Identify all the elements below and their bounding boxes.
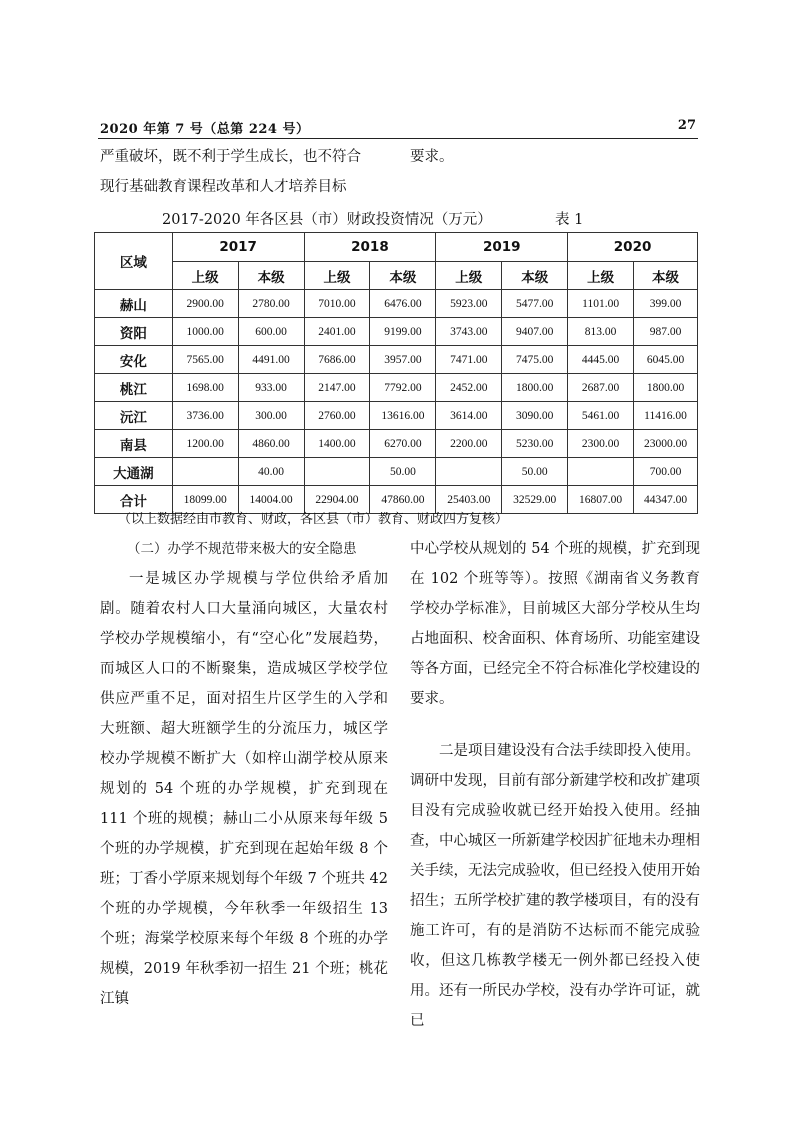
region-cell: 桃江 [95, 374, 173, 402]
value-cell: 9199.00 [370, 318, 436, 346]
paragraph: 二是项目建设没有合法手续即投入使用。调研中发现，目前有部分新建学校和改扩建项目没有完成验收就已经开始投入使用。经抽查，中心城区一所新建学校因扩征地未办理相关手续，无法完成验收，但已经投入使用开始招生；五所学校扩建的教学楼项目，有的没有施工许可，有的是消防不达标而不能完成验收，但这几栋教学楼无一例外都已经投入使用。还有一所民办学校，没有办学许可证，就已 [410, 743, 700, 1029]
value-cell: 600.00 [238, 318, 304, 346]
table-row [95, 402, 698, 430]
value-cell: 813.00 [568, 318, 634, 346]
value-cell: 1800.00 [502, 374, 568, 402]
value-cell: 6476.00 [370, 290, 436, 318]
value-cell: 1000.00 [172, 318, 238, 346]
section-heading: （二）办学不规范带来极大的安全隐患 [127, 541, 357, 557]
intro-line: 现行基础教育课程改革和人才培养目标 [100, 179, 347, 195]
region-cell: 合计 [95, 486, 173, 514]
value-cell: 47860.00 [370, 486, 436, 514]
paragraph: 一是城区办学规模与学位供给矛盾加剧。随着农村人口大量涌向城区，大量农村学校办学规模缩小，有“空心化”发展趋势，而城区人口的不断聚集，造成城区学校学位供应严重不足，面对招生片区学生的入学和大班额、超大班额学生的分流压力，城区学校办学规模不断扩大（如梓山湖学校从原来规划的 54 个班的办学规模，扩充到现在 111 个班的规模；赫山二小从原来每年级 5 个班的办学规模，扩充到现在起始年级 8 个班；丁香小学原来规划每个年级 7 个班共 42 个班的办学规模，今年秋季一年级招生 13 个班；海棠学校原来每个年级 8 个班的办学规模，2019 年秋季初一招生 21 个班；桃花江镇 [100, 571, 389, 1007]
value-cell: 4491.00 [238, 346, 304, 374]
value-cell: 2452.00 [436, 374, 502, 402]
header-rule [98, 138, 698, 139]
value-cell: 3957.00 [370, 346, 436, 374]
value-cell: 23000.00 [634, 430, 698, 458]
region-cell: 大通湖 [95, 458, 173, 486]
issue-label: 2020 年第 7 号（总第 224 号） [100, 122, 310, 137]
table-row [95, 430, 698, 458]
value-cell: 5230.00 [502, 430, 568, 458]
value-cell: 2687.00 [568, 374, 634, 402]
value-cell: 700.00 [634, 458, 698, 486]
value-cell: 933.00 [238, 374, 304, 402]
value-cell [172, 458, 238, 486]
table-row [95, 458, 698, 486]
body-right-column [410, 534, 700, 1036]
value-cell: 9407.00 [502, 318, 568, 346]
year-header: 2017 [172, 233, 304, 262]
value-cell: 399.00 [634, 290, 698, 318]
value-cell: 6270.00 [370, 430, 436, 458]
table-row [95, 346, 698, 374]
intro-line: 要求。 [410, 149, 454, 165]
value-cell: 7471.00 [436, 346, 502, 374]
finance-table [94, 232, 698, 514]
year-header: 2020 [568, 233, 698, 262]
value-cell: 7475.00 [502, 346, 568, 374]
sub-header-local: 本级 [370, 262, 436, 290]
value-cell: 5923.00 [436, 290, 502, 318]
value-cell: 7792.00 [370, 374, 436, 402]
value-cell: 1800.00 [634, 374, 698, 402]
value-cell: 3736.00 [172, 402, 238, 430]
paragraph: 中心学校从规划的 54 个班的规模，扩充到现在 102 个班等等）。按照《湖南省义务教育学校办学标准》，目前城区大部分学校从生均占地面积、校舍面积、体育场所、功能室建设等各方面，已经完全不符合标准化学校建设的要求。 [410, 541, 700, 707]
value-cell: 300.00 [238, 402, 304, 430]
value-cell: 1200.00 [172, 430, 238, 458]
sub-header-upper: 上级 [304, 262, 370, 290]
value-cell: 44347.00 [634, 486, 698, 514]
value-cell: 3743.00 [436, 318, 502, 346]
value-cell [304, 458, 370, 486]
value-cell: 40.00 [238, 458, 304, 486]
body-left-column [100, 534, 388, 1014]
page-header [98, 118, 698, 136]
sub-header-upper: 上级 [172, 262, 238, 290]
value-cell: 13616.00 [370, 402, 436, 430]
sub-header-local: 本级 [238, 262, 304, 290]
table-row [95, 374, 698, 402]
sub-header-upper: 上级 [568, 262, 634, 290]
table-note: （以上数据经由市教育、财政，各区县（市）教育、财政四方复核） [118, 512, 509, 527]
value-cell: 3614.00 [436, 402, 502, 430]
value-cell: 2760.00 [304, 402, 370, 430]
value-cell [436, 458, 502, 486]
region-cell: 安化 [95, 346, 173, 374]
intro-left-column [100, 142, 400, 202]
region-cell: 沅江 [95, 402, 173, 430]
value-cell: 50.00 [502, 458, 568, 486]
year-header: 2018 [304, 233, 436, 262]
table-title: 2017-2020 年各区县（市）财政投资情况（万元） [162, 212, 492, 228]
value-cell: 50.00 [370, 458, 436, 486]
intro-line: 严重破坏，既不利于学生成长，也不符合 [100, 149, 361, 165]
value-cell: 5461.00 [568, 402, 634, 430]
value-cell: 32529.00 [502, 486, 568, 514]
region-header: 区域 [95, 233, 173, 290]
value-cell: 16807.00 [568, 486, 634, 514]
value-cell: 4860.00 [238, 430, 304, 458]
value-cell: 3090.00 [502, 402, 568, 430]
sub-header-local: 本级 [634, 262, 698, 290]
table-row [95, 318, 698, 346]
value-cell: 25403.00 [436, 486, 502, 514]
region-cell: 资阳 [95, 318, 173, 346]
value-cell: 2200.00 [436, 430, 502, 458]
value-cell: 2900.00 [172, 290, 238, 318]
value-cell: 2300.00 [568, 430, 634, 458]
value-cell: 1698.00 [172, 374, 238, 402]
value-cell: 2401.00 [304, 318, 370, 346]
value-cell: 1101.00 [568, 290, 634, 318]
value-cell: 6045.00 [634, 346, 698, 374]
value-cell: 2780.00 [238, 290, 304, 318]
region-cell: 南县 [95, 430, 173, 458]
sub-header-upper: 上级 [436, 262, 502, 290]
page-number: 27 [677, 118, 696, 133]
value-cell: 11416.00 [634, 402, 698, 430]
table-caption [100, 208, 700, 230]
value-cell: 1400.00 [304, 430, 370, 458]
sub-header-local: 本级 [502, 262, 568, 290]
value-cell: 22904.00 [304, 486, 370, 514]
value-cell: 2147.00 [304, 374, 370, 402]
table-number: 表 1 [555, 212, 584, 228]
intro-right-column [410, 142, 700, 172]
table-row [95, 290, 698, 318]
value-cell: 7565.00 [172, 346, 238, 374]
value-cell [568, 458, 634, 486]
value-cell: 7686.00 [304, 346, 370, 374]
value-cell: 5477.00 [502, 290, 568, 318]
region-cell: 赫山 [95, 290, 173, 318]
value-cell: 14004.00 [238, 486, 304, 514]
value-cell: 7010.00 [304, 290, 370, 318]
year-header: 2019 [436, 233, 568, 262]
value-cell: 18099.00 [172, 486, 238, 514]
value-cell: 4445.00 [568, 346, 634, 374]
value-cell: 987.00 [634, 318, 698, 346]
